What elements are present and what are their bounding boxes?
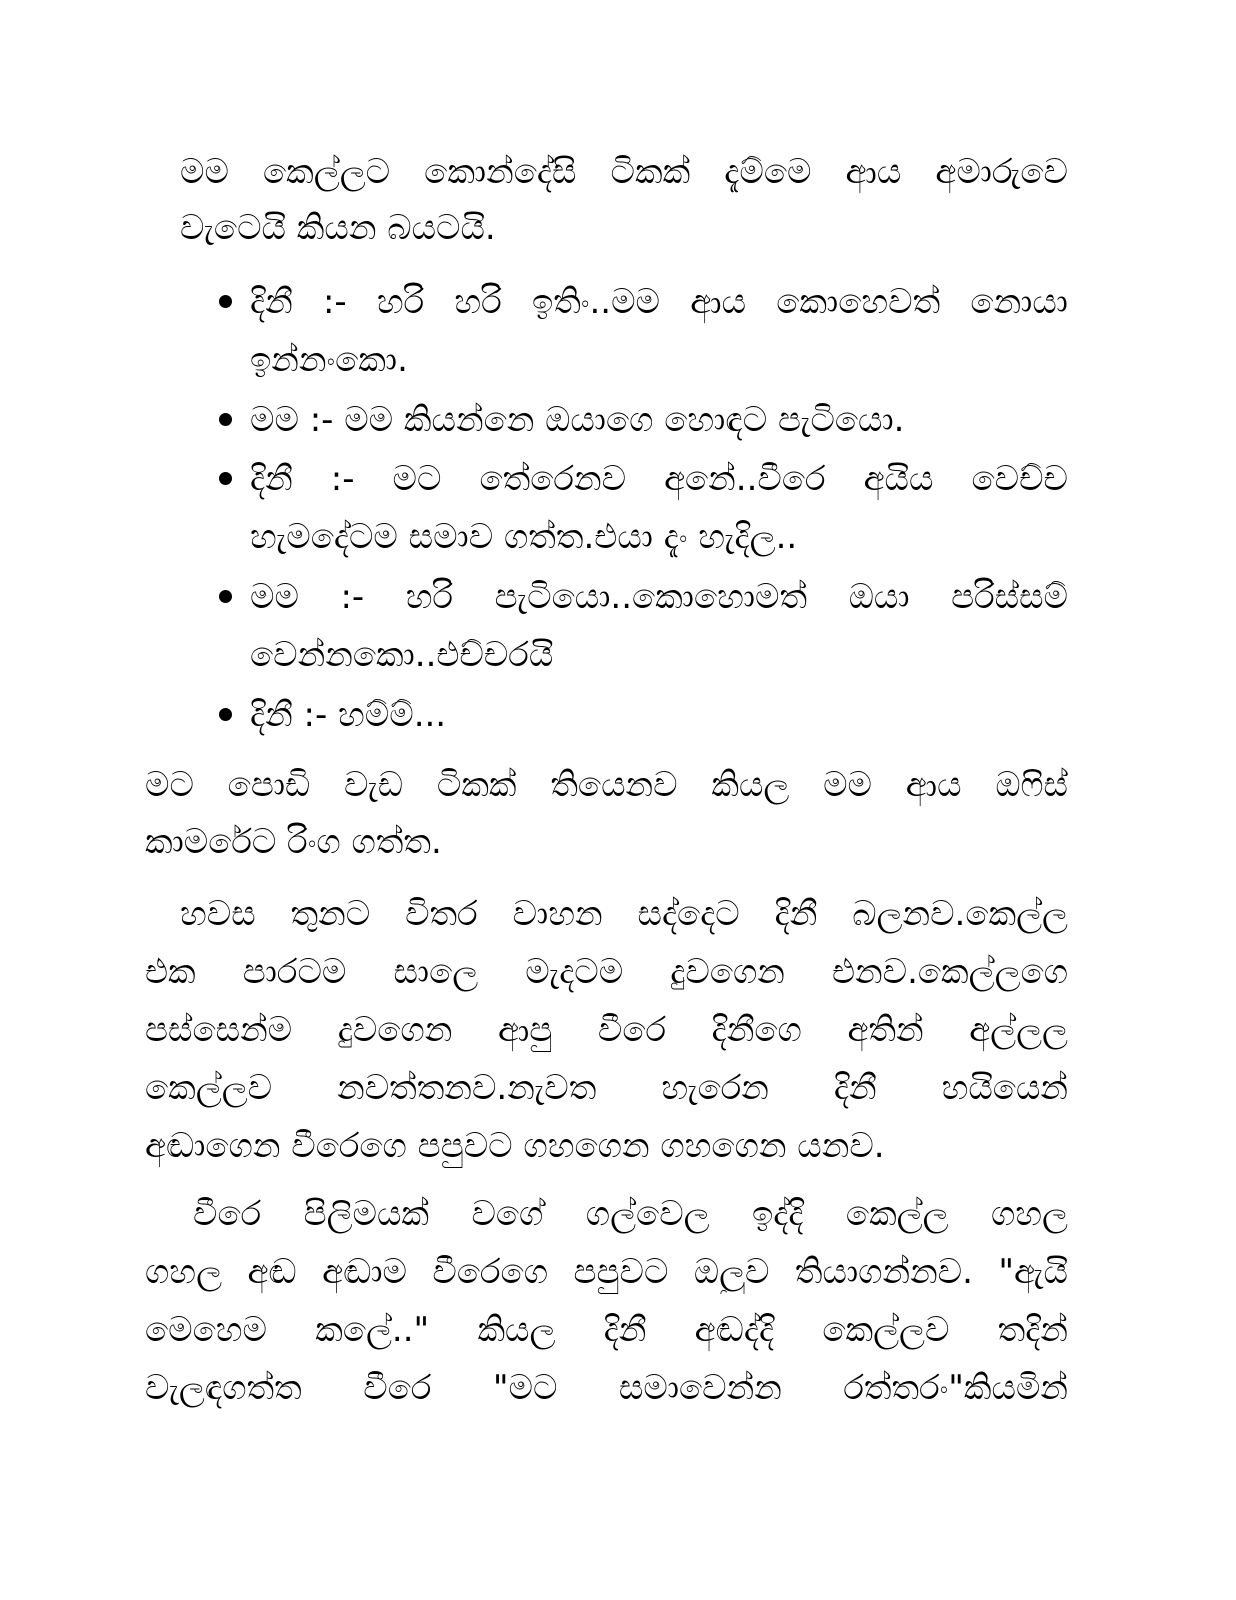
bullet-dot-icon [219,708,232,721]
paragraph-line: පස්සෙන්ම දුවගෙන ආපු වීරෙ දිනීගෙ අතින් අල්ලල [145,1010,1068,1050]
dialogue-line: දිනී :- හම්ම්... [250,695,447,735]
dialogue-line: වෙන්නකො..එච්චරයි [250,635,554,675]
dialogue-line: මම :- හරි පැටියො..කොහොමත් ඔයා පරිස්සම් [250,577,1068,617]
dialogue-line: හැමදේටම සමාව ගත්ත.එයා දැං හැදිල.. [250,517,798,557]
dialogue-line: මම :- මම කියන්නෙ ඔයාගෙ හොඳට පැටියො. [250,400,905,440]
paragraph-line: කාමරේට රිංග ගත්ත. [145,822,442,862]
paragraph-line: වැලඳගත්ත වීරෙ "මට සමාවෙන්න රත්තරං"කියමින් [145,1368,1068,1408]
paragraph-line: වීරෙ පිලිමයක් වගේ ගල්වෙල ඉද්දි කෙල්ල ගහල [193,1194,1068,1234]
dialogue-line: ඉන්නංකො. [250,340,408,380]
intro-line-2: වැටෙයි කියන බයටයි. [180,208,496,248]
paragraph-line: කෙල්ලව නවත්තනව.නැවත හැරෙන දිනී හයියෙන් [145,1068,1068,1108]
bullet-dot-icon [219,590,232,603]
paragraph-line: ගහල අඬ අඬාම වීරෙගෙ පපුවට ඔලුව තියාගන්නව. "ඇයි [145,1252,1068,1292]
dialogue-line: දිනී :- හරි හරි ඉතිං..මම ආය කොහෙවත් නොයා [250,282,1068,322]
paragraph-line: මෙහෙම කලේ.." කියල දිනී අඬද්දි කෙල්ලව තදින් [145,1310,1068,1350]
bullet-dot-icon [219,472,232,485]
intro-line-1: මම කෙල්ලට කොන්දේසි ටිකක් දැම්මෙ ආය අමාරුවෙ [180,152,1068,192]
bullet-dot-icon [219,413,232,426]
paragraph-line: එක පාරටම සාලෙ මැදටම දුවගෙන එනව.කෙල්ලගෙ [145,952,1068,992]
paragraph-line: අඬාගෙන වීරෙගෙ පපුවට ගහගෙන ගහගෙන යනව. [145,1126,885,1166]
paragraph-line: මට පොඩි වැඩ ටිකක් තියෙනව කියල මම ආය ඔෆිස් [145,765,1068,805]
paragraph-line: හවස තුනට විතර වාහන සද්දෙට දිනී බලනව.කෙල්ල [180,894,1068,934]
dialogue-line: දිනී :- මට තේරෙනව අනේ..වීරෙ අයිය වෙච්ච [250,459,1068,499]
bullet-dot-icon [219,295,232,308]
